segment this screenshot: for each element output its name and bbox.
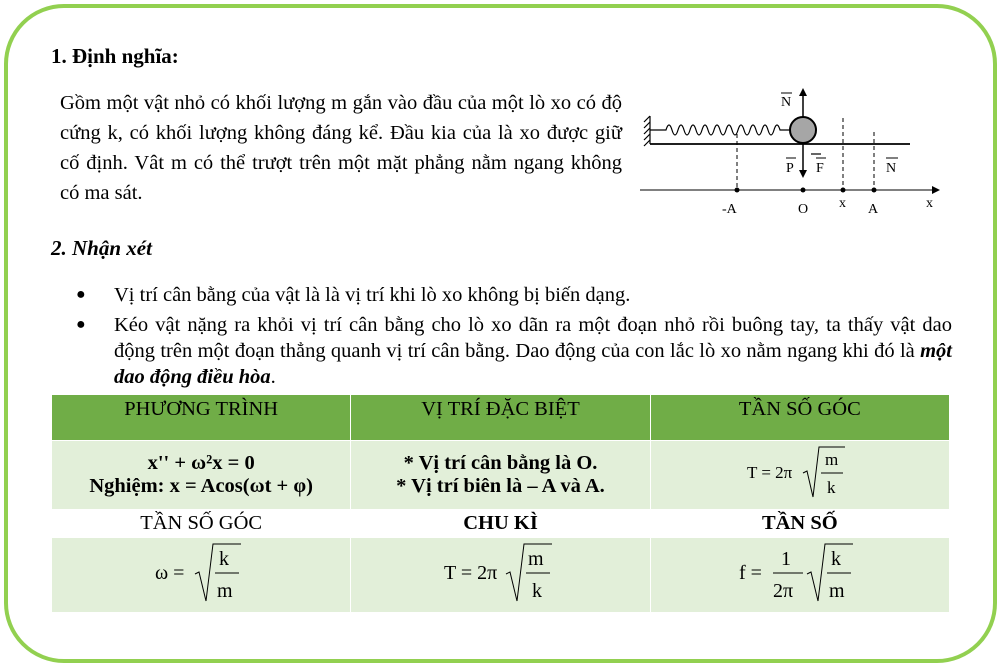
section1-body: Gồm một vật nhỏ có khối lượng m gắn vào đầu của một lò xo có độ cứng k, có khối lượng không đáng kể. Đầu kia của là xo được giữ cố định. Vât m có thể trượt trên một mặt phẳng nằm ngang không có ma sát. xyxy=(60,92,622,204)
svg-text:m: m xyxy=(824,450,839,469)
spring-oscillator-diagram xyxy=(636,82,946,217)
formula-cell xyxy=(650,538,949,613)
list-item: ● Kéo vật nặng ra khỏi vị trí cân bằng cho lò xo dãn ra một đoạn nhỏ rồi buông tay, ta thấy vật dao động trên một đoạn thẳng quanh vị trí cân bằng. Dao động của con lắc lò xo nằm ngang khi đó là một dao động điều hòa. xyxy=(76,314,952,388)
section2-title: 2. Nhận xét xyxy=(51,236,152,260)
mass-ball xyxy=(790,117,816,143)
svg-text:1: 1 xyxy=(780,548,791,570)
svg-text:k: k xyxy=(830,548,841,570)
header-cell: PHƯƠNG TRÌNH xyxy=(52,395,351,441)
svg-text:2π: 2π xyxy=(772,580,793,602)
svg-text:F: F xyxy=(816,161,824,176)
bullet-icon: ● xyxy=(76,316,86,333)
equation-cell: x'' + ω²x = 0 Nghiệm: x = Acos(ωt + φ) xyxy=(52,441,351,510)
header-cell: TẦN SỐ GÓC xyxy=(52,510,351,538)
header-cell: VỊ TRÍ ĐẶC BIỆT xyxy=(351,395,650,441)
section1-title: 1. Định nghĩa: xyxy=(51,44,179,68)
table-row xyxy=(52,395,950,441)
list-item: ● Vị trí cân bằng của vật là là vị trí khi lò xo không bị biến dạng. xyxy=(76,284,631,306)
spring-icon xyxy=(650,125,790,135)
svg-text:m: m xyxy=(828,580,845,602)
svg-text:k: k xyxy=(826,478,836,497)
header-cell: TẦN SỐ GÓC xyxy=(650,395,949,441)
formula-cell xyxy=(52,538,351,613)
bullet-icon: ● xyxy=(76,286,86,303)
svg-text:ω =: ω = xyxy=(155,562,185,584)
svg-text:A: A xyxy=(868,202,879,217)
bullet-list xyxy=(76,282,952,394)
svg-text:T = 2π: T = 2π xyxy=(746,463,793,482)
svg-text:x: x xyxy=(926,196,933,211)
svg-text:N: N xyxy=(781,95,792,110)
formula-cell xyxy=(351,538,650,613)
special-position-cell: * Vị trí cân bằng là O. * Vị trí biên là – A và A. xyxy=(351,441,650,510)
table-row xyxy=(52,441,950,510)
svg-text:m: m xyxy=(528,548,545,570)
svg-text:P: P xyxy=(786,161,794,176)
formula-cell xyxy=(650,441,949,510)
svg-text:x: x xyxy=(839,196,846,211)
svg-text:f =: f = xyxy=(738,562,762,584)
svg-text:O: O xyxy=(798,202,809,217)
svg-text:N: N xyxy=(886,161,897,176)
svg-text:m: m xyxy=(217,580,233,602)
header-cell: CHU KÌ xyxy=(351,510,650,538)
wall-icon xyxy=(644,116,650,146)
header-cell: TẦN SỐ xyxy=(650,510,949,538)
formula-table xyxy=(51,394,950,613)
table-row xyxy=(52,538,950,613)
table-row xyxy=(52,510,950,538)
emphasis-text: một dao động điều hòa xyxy=(114,340,952,388)
svg-text:-A: -A xyxy=(722,202,737,217)
svg-text:k: k xyxy=(219,548,230,570)
svg-text:k: k xyxy=(532,580,543,602)
svg-text:T = 2π: T = 2π xyxy=(444,562,498,584)
